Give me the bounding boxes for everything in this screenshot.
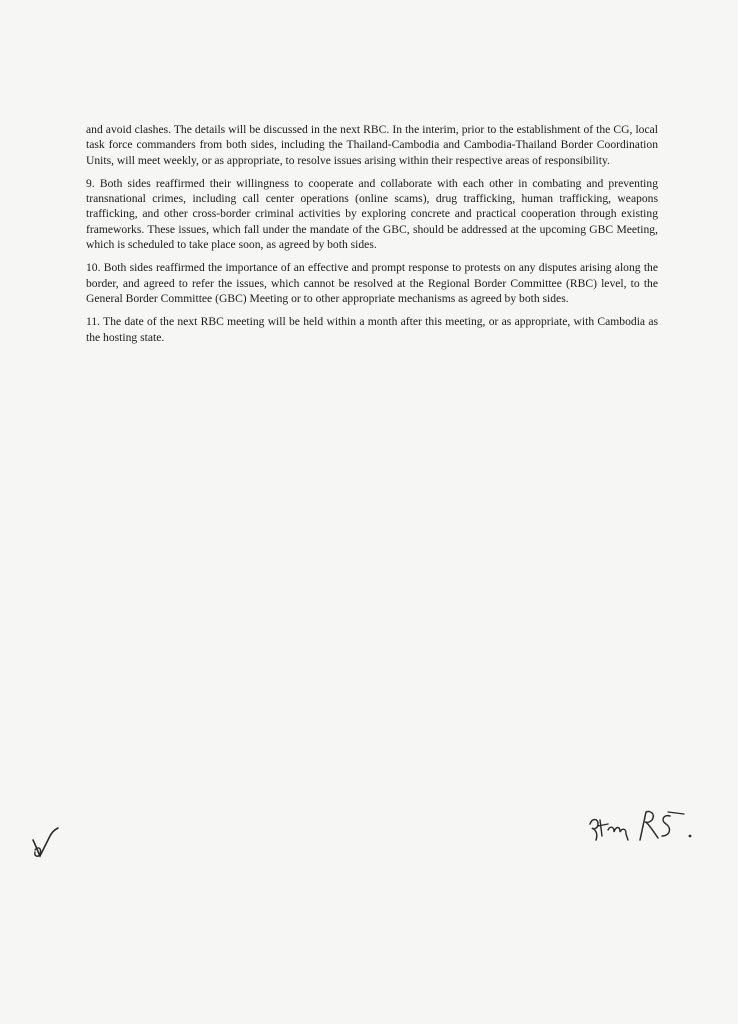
document-body [86, 122, 658, 353]
left-signature-initial [28, 824, 68, 862]
paragraph-continuation: and avoid clashes. The details will be discussed in the next RBC. In the interim, prior to the establishment of the CG, local task force commanders from both sides, including the Thailand-Cambodia and Cambodia-Thailand Border Coordination Units, will meet weekly, or as appropriate, to resolve issues arising within their respective areas of responsibility. [86, 123, 658, 167]
paragraph-9: 9. Both sides reaffirmed their willingness to cooperate and collaborate with each other in combating and preventing transnational crimes, including call center operations (online scams), drug trafficking, human trafficking, weapons trafficking, and other cross-border criminal activities by exploring concrete and practical cooperation through existing frameworks. These issues, which fall under the mandate of the GBC, should be addressed at the upcoming GBC Meeting, which is scheduled to take place soon, as agreed by both sides. [86, 176, 658, 252]
right-signature-icon [586, 806, 698, 846]
paragraph-10: 10. Both sides reaffirmed the importance of an effective and prompt response to protests on any disputes arising along the border, and agreed to refer the issues, which cannot be resolved at the Regional Border Committee (RBC) level, to the General Border Committee (GBC) Meeting or to other appropriate mechanisms as agreed by both sides. [86, 261, 658, 305]
left-signature-icon [28, 824, 68, 862]
paragraph-11: 11. The date of the next RBC meeting will be held within a month after this meeting, or as appropriate, with Cambodia as the hosting state. [86, 315, 658, 344]
right-signature [586, 806, 698, 846]
